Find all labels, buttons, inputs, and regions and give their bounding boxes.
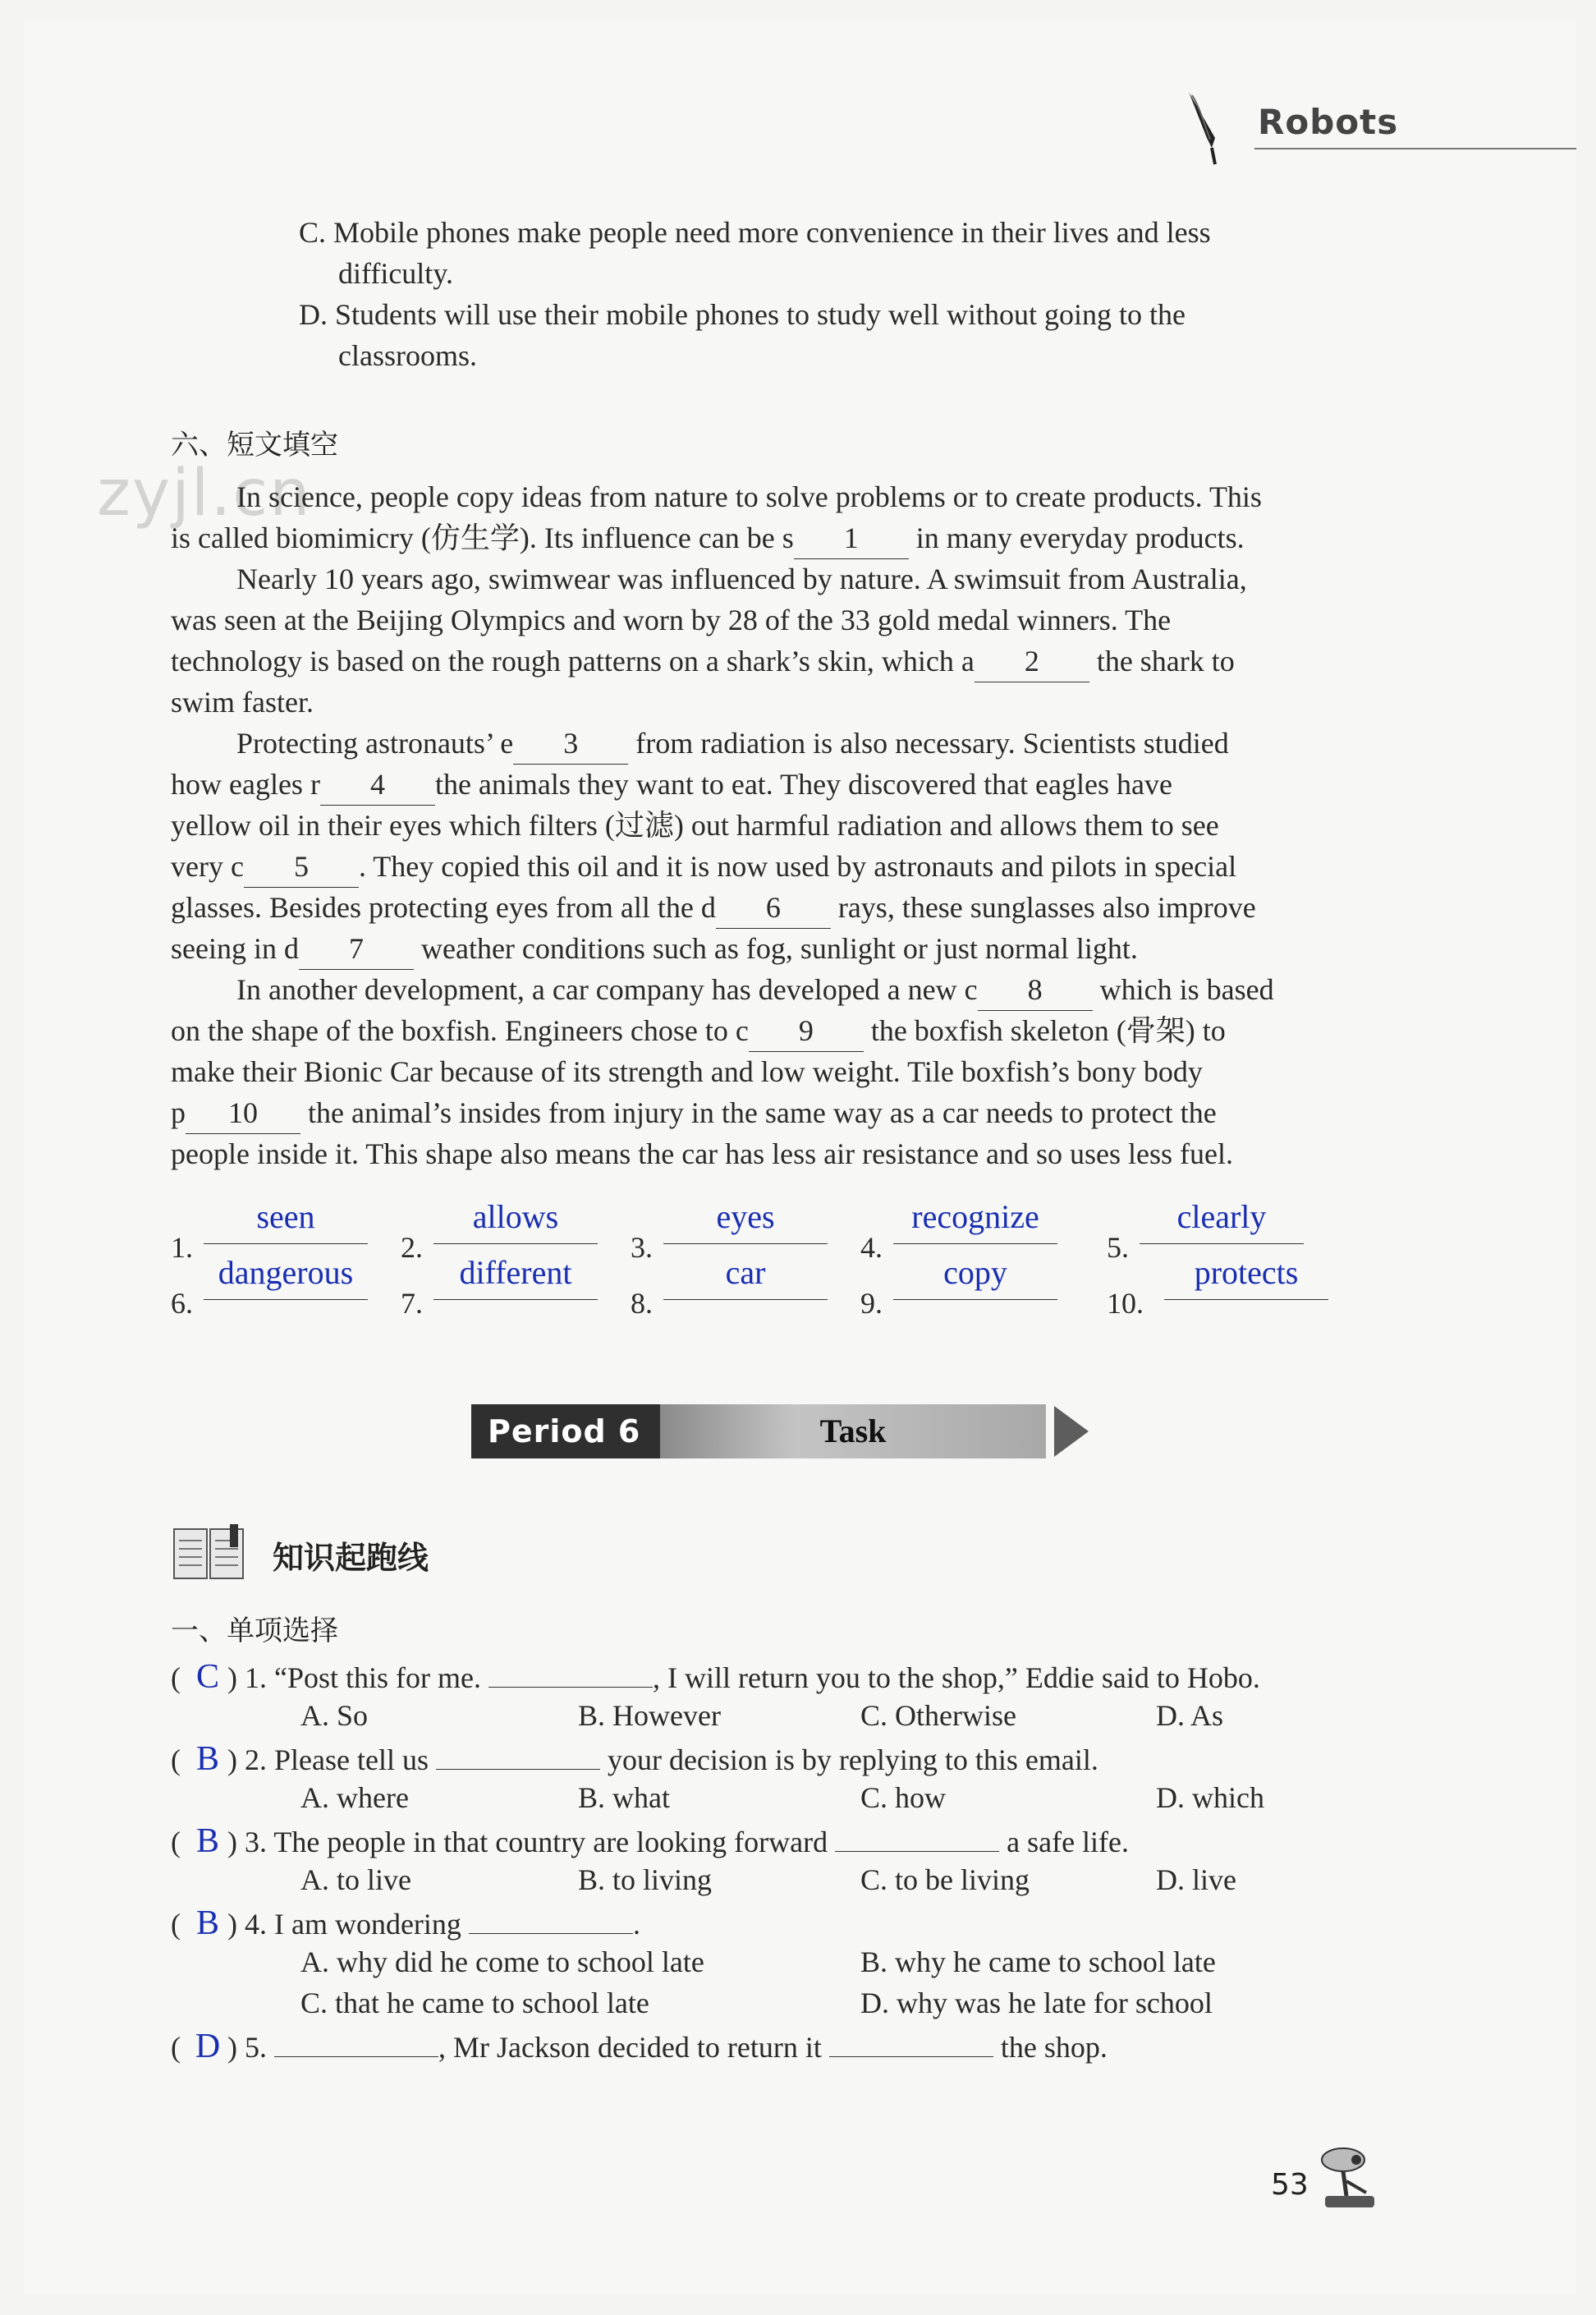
answer-blank: copy [893, 1250, 1057, 1300]
question-stem [171, 1657, 1260, 1697]
blank-number: 5 [244, 846, 359, 888]
stem-text: ) 4. I am wondering [227, 1908, 469, 1941]
passage-text: technology is based on the rough patterns on a shark’s skin, which a [171, 645, 975, 678]
page-header [1182, 82, 1576, 156]
period-title: Task [660, 1404, 1046, 1458]
passage-line [236, 969, 1274, 1011]
header-title: Robots [1258, 102, 1399, 142]
passage-line [171, 641, 1235, 682]
bracket: ( [171, 1661, 188, 1694]
stem-text: , Mr Jackson decided to return it [438, 2031, 829, 2064]
passage-line [171, 517, 1245, 559]
blank-number: 8 [978, 969, 1093, 1011]
option: B. However [578, 1699, 721, 1732]
passage-text: the shark to [1089, 645, 1235, 678]
passage-text: the animals they want to eat. They discovered that eagles have [434, 768, 1172, 801]
passage-text: weather conditions such as fog, sunlight or just normal light. [413, 932, 1138, 965]
passage-text: make their Bionic Car because of its strength and low weight. Tile boxfish’s bony body [171, 1055, 1203, 1088]
stem-text: , I will return you to the shop,” Eddie said to Hobo. [652, 1661, 1260, 1694]
option: D. why was he late for school [860, 1987, 1213, 2019]
passage-line [171, 846, 1236, 888]
arrow-right-icon [1054, 1406, 1089, 1457]
bracket: ( [171, 2031, 188, 2064]
option: C. that he came to school late [300, 1987, 649, 2019]
option: C. Otherwise [860, 1699, 1016, 1732]
stem-text: ) 5. [227, 2031, 274, 2064]
stem-text: ) 1. “Post this for me. [227, 1661, 488, 1694]
header-divider [1254, 148, 1576, 149]
passage-line [171, 682, 314, 723]
answer-blank: car [663, 1250, 828, 1300]
option: B. to living [578, 1863, 713, 1896]
passage-text: In another development, a car company has developed a new c [236, 973, 978, 1006]
fill-blank [829, 2032, 993, 2057]
answer-number: 1. [171, 1231, 193, 1264]
option-c-line1: C. Mobile phones make people need more convenience in their lives and less [299, 216, 1211, 249]
option: D. As [1156, 1699, 1224, 1732]
pen-icon [1182, 89, 1248, 171]
section-heading: 六、短文填空 [171, 429, 338, 462]
fill-blank [436, 1744, 600, 1770]
blank-number: 3 [513, 723, 628, 765]
option: A. why did he come to school late [300, 1945, 704, 1978]
answer-number: 3. [631, 1231, 653, 1264]
passage-text: which is based [1092, 973, 1274, 1006]
answer-blank: dangerous [204, 1250, 368, 1300]
passage-line [236, 476, 1262, 517]
passage-text: in many everyday products. [908, 521, 1245, 554]
option: A. where [300, 1781, 409, 1814]
passage-line [171, 1092, 1217, 1134]
passage-text: rays, these sunglasses also improve [830, 891, 1256, 924]
passage-text: people inside it. This shape also means the car has less air resistance and so uses less fuel. [171, 1137, 1233, 1170]
stem-text: . [632, 1908, 640, 1941]
question-stem [171, 1904, 640, 1943]
answer-blank: eyes [663, 1194, 828, 1244]
blank-number: 1 [794, 517, 909, 559]
option: A. to live [300, 1863, 411, 1896]
passage-line [171, 887, 1256, 929]
robot-icon [1314, 2135, 1383, 2214]
answer-blank: clearly [1140, 1194, 1304, 1244]
option: C. to be living [860, 1863, 1030, 1896]
passage-line [171, 764, 1172, 806]
question-stem [171, 2027, 1108, 2066]
mc-heading: 一、单项选择 [171, 1615, 338, 1647]
option: B. what [578, 1781, 670, 1814]
answer-blank: different [433, 1250, 598, 1300]
question-stem [171, 1821, 1129, 1861]
passage-line [171, 1133, 1233, 1174]
answer-number: 6. [171, 1287, 193, 1320]
passage-text: . They copied this oil and it is now used by astronauts and pilots in special [358, 850, 1237, 883]
watermark: zyjl.cn [97, 457, 312, 531]
option: A. So [300, 1699, 369, 1732]
answer-blank: allows [433, 1194, 598, 1244]
passage-text: seeing in d [171, 932, 299, 965]
passage-text: Protecting astronauts’ e [236, 727, 514, 760]
passage-text: yellow oil in their eyes which filters (过滤) out harmful radiation and allows them to see [171, 809, 1219, 842]
question-stem [171, 1739, 1098, 1779]
passage-text: In science, people copy ideas from nature to solve problems or to create products. This [236, 480, 1262, 513]
bracket: ( [171, 1743, 188, 1776]
period-banner [471, 1404, 1095, 1462]
answer-number: 5. [1107, 1231, 1129, 1264]
knowledge-title: 知识起跑线 [273, 1540, 429, 1576]
answer-blank: protects [1164, 1250, 1328, 1300]
fill-blank [488, 1662, 653, 1688]
option: D. live [1156, 1863, 1236, 1896]
passage-text: p [171, 1096, 186, 1129]
blank-number: 6 [716, 887, 831, 929]
passage-line [171, 1010, 1226, 1052]
answer-number: 7. [401, 1287, 423, 1320]
passage-text: the animal’s insides from injury in the same way as a car needs to protect the [300, 1096, 1217, 1129]
passage-text: glasses. Besides protecting eyes from all the d [171, 891, 716, 924]
option: C. how [860, 1781, 947, 1814]
stem-text: ) 2. Please tell us [227, 1743, 436, 1776]
answer-number: 10. [1107, 1287, 1144, 1320]
passage-text: is called biomimicry (仿生学). Its influence can be s [171, 521, 794, 554]
passage-line [171, 1051, 1203, 1092]
stem-text: your decision is by replying to this email. [599, 1743, 1098, 1776]
passage-text: swim faster. [171, 686, 314, 719]
answer-blank: seen [204, 1194, 368, 1244]
answer-number: 4. [860, 1231, 883, 1264]
page-number: 53 [1271, 2168, 1309, 2202]
answer-choice: D [195, 2028, 221, 2065]
option: B. why he came to school late [860, 1945, 1216, 1978]
blank-number: 7 [299, 928, 414, 970]
passage-line [171, 599, 1171, 641]
answer-choice: C [195, 1658, 219, 1696]
blank-number: 10 [186, 1092, 300, 1134]
blank-number: 2 [975, 641, 1089, 682]
blank-number: 4 [320, 764, 435, 806]
passage-text: how eagles r [171, 768, 320, 801]
answer-choice: B [195, 1904, 219, 1942]
stem-text: the shop. [993, 2031, 1108, 2064]
period-label: Period 6 [471, 1404, 660, 1458]
stem-text: ) 3. The people in that country are looking forward [227, 1826, 836, 1858]
fill-blank [835, 1826, 999, 1852]
option-d-line1: D. Students will use their mobile phones to study well without going to the [299, 298, 1186, 331]
answer-choice: B [195, 1740, 219, 1778]
fill-blank [274, 2032, 438, 2057]
passage-text: was seen at the Beijing Olympics and worn by 28 of the 33 gold medal winners. The [171, 604, 1172, 636]
answer-number: 9. [860, 1287, 883, 1320]
answer-number: 2. [401, 1231, 423, 1264]
bracket: ( [171, 1908, 188, 1941]
book-icon [171, 1523, 250, 1585]
passage-text: Nearly 10 years ago, swimwear was influenced by nature. A swimsuit from Australia, [236, 563, 1247, 595]
answer-blank: recognize [893, 1194, 1057, 1244]
bracket: ( [171, 1826, 188, 1858]
option: D. which [1156, 1781, 1264, 1814]
fill-blank [469, 1908, 633, 1934]
passage-line [236, 558, 1247, 599]
passage-line [236, 723, 1229, 765]
stem-text: a safe life. [999, 1826, 1130, 1858]
blank-number: 9 [749, 1010, 864, 1052]
passage-text: from radiation is also necessary. Scientists studied [628, 727, 1229, 760]
passage-text: very c [171, 850, 244, 883]
passage-line [171, 805, 1219, 846]
answer-number: 8. [631, 1287, 653, 1320]
answer-choice: B [195, 1822, 219, 1860]
option-d-line2: classrooms. [338, 339, 477, 372]
passage-line [171, 928, 1138, 970]
passage-text: the boxfish skeleton (骨架) to [863, 1014, 1226, 1047]
passage-text: on the shape of the boxfish. Engineers chose to c [171, 1014, 749, 1047]
option-c-line2: difficulty. [338, 257, 453, 290]
